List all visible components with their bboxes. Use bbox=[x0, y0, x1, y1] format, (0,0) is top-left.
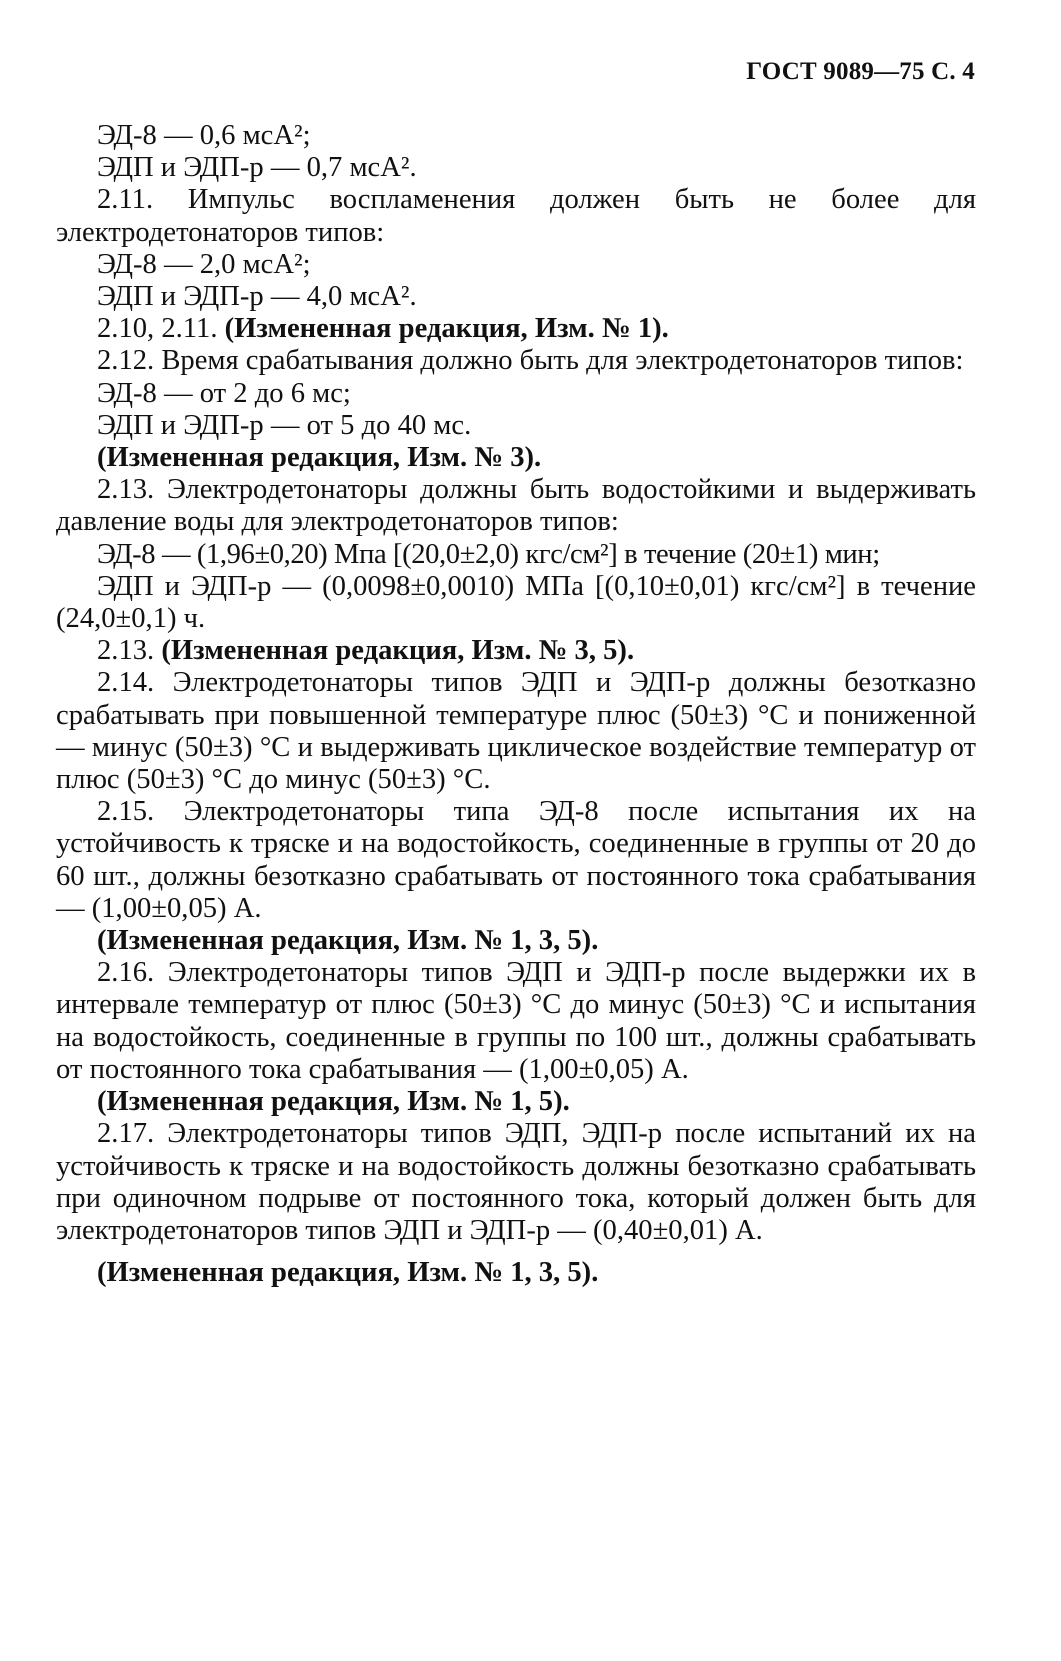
amendment-note bbox=[56, 313, 976, 345]
amendment-note: (Измененная редакция, Изм. № 1, 3, 5). bbox=[97, 1257, 599, 1289]
paragraph: 2.15. Электродетонаторы типа ЭД-8 после испытания их на устойчивость к тряске и на водостойкость, соединенные в группы от 20 до 60 шт., должны безотказно срабатывать от постоянного тока срабатывания — (1,00±0,05) А. bbox=[56, 796, 976, 924]
paragraph: 2.17. Электродетонаторы типов ЭДП, ЭДП-р после испытаний их на устойчивость к тряске и на водостойкость должны безотказно срабатывать при одиночном подрыве от постоянного тока, который должен быть для электродетонаторов типов ЭДП и ЭДП-р — (0,40±0,01) А. bbox=[56, 1118, 976, 1246]
paragraph: 2.13. Электродетонаторы должны быть водостойкими и выдерживать давление воды для электродетонаторов типов: bbox=[56, 474, 976, 538]
paragraph: ЭДП и ЭДП-р — 0,7 мсА². bbox=[97, 152, 417, 184]
amendment-note: (Измененная редакция, Изм. № 1, 3, 5). bbox=[97, 925, 599, 957]
paragraph: 2.16. Электродетонаторы типов ЭДП и ЭДП-р после выдержки их в интервале температур от плюс (50±3) °С до минус (50±3) °С и испытания на водостойкость, соединенные в группы по 100 шт., должны срабатывать от постоянного тока срабатывания — (1,00±0,05) А. bbox=[56, 957, 976, 1085]
paragraph: ЭД-8 — 0,6 мсА²; bbox=[97, 120, 311, 151]
amendment-ref: 2.10, 2.11. bbox=[97, 313, 218, 345]
paragraph: ЭД-8 — 2,0 мсА²; bbox=[97, 248, 311, 280]
amendment-text: (Измененная редакция, Изм. № 1). bbox=[224, 313, 669, 345]
amendment-note: (Измененная редакция, Изм. № 1, 5). bbox=[97, 1086, 570, 1118]
amendment-ref: 2.13. bbox=[97, 635, 155, 667]
paragraph: 2.12. Время срабатывания должно быть для электродетонаторов типов: bbox=[97, 345, 964, 377]
paragraph: ЭД-8 — от 2 до 6 мс; bbox=[97, 377, 351, 409]
amendment-text: (Измененная редакция, Изм. № 3, 5). bbox=[161, 635, 635, 667]
paragraph: ЭДП и ЭДП-р — от 5 до 40 мс. bbox=[97, 409, 472, 441]
page-header: ГОСТ 9089—75 С. 4 bbox=[746, 58, 975, 85]
paragraph: ЭДП и ЭДП-р — (0,0098±0,0010) МПа [(0,10±0,01) кгс/см²] в течение (24,0±0,1) ч. bbox=[56, 570, 976, 635]
paragraph: ЭД-8 — (1,96±0,20) Мпа [(20,0±2,0) кгс/см²] в течение (20±1) мин; bbox=[97, 538, 880, 570]
paragraph: 2.11. Импульс воспламенения должен быть не более для электродетонаторов типов: bbox=[56, 184, 976, 248]
amendment-note bbox=[56, 635, 976, 667]
amendment-note: (Измененная редакция, Изм. № 3). bbox=[97, 442, 542, 474]
paragraph: ЭДП и ЭДП-р — 4,0 мсА². bbox=[97, 281, 417, 313]
document-body bbox=[56, 120, 976, 1289]
paragraph: 2.14. Электродетонаторы типов ЭДП и ЭДП-р должны безотказно срабатывать при повышенной температуре плюс (50±3) °С и пониженной — минус (50±3) °С и выдерживать циклическое воздействие температур от плюс (50±3) °С до минус (50±3) °С. bbox=[56, 667, 976, 796]
